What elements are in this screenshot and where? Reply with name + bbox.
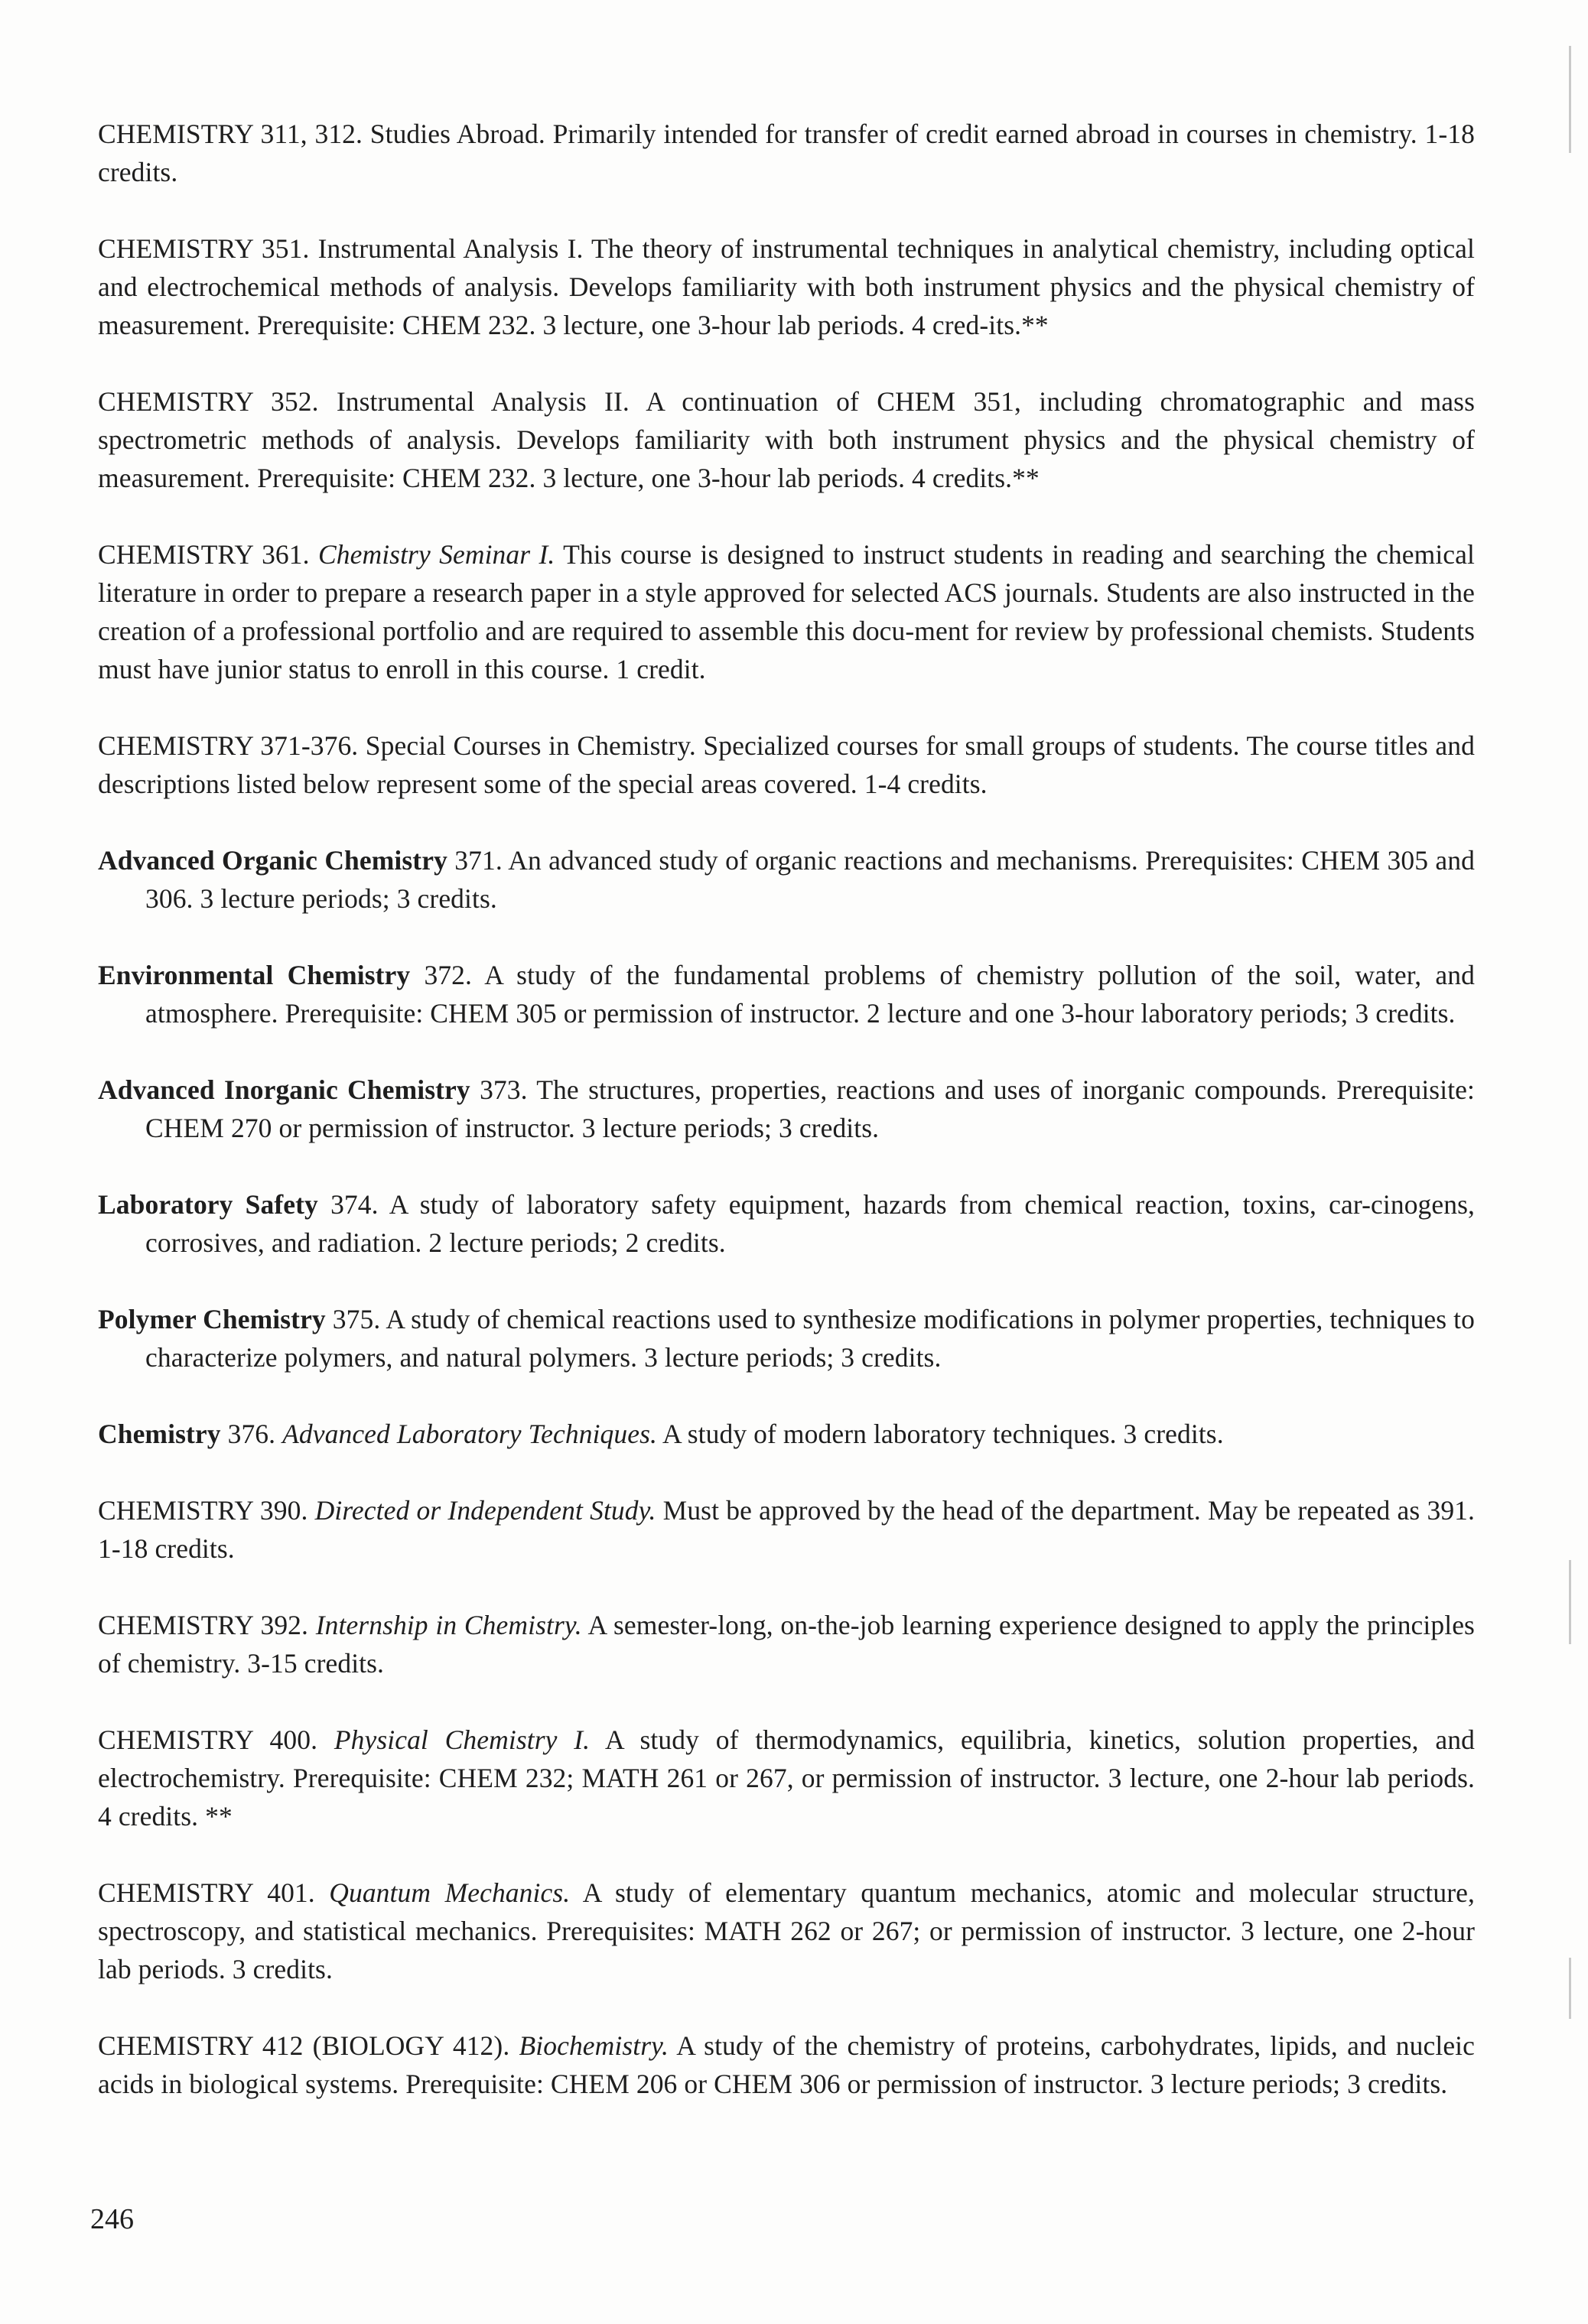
special-course-374 [98, 1185, 1475, 1262]
course-code: CHEMISTRY 401. [98, 1877, 315, 1908]
course-description: A study of thermodynamics, equilibria, kinetics, solution properties, and electrochemistry. Prerequisite: CHEM 232; MATH 261 or 267, or permission of instructor. 3 lecture, one 2-hour lab periods. 4 credits. ** [98, 1724, 1475, 1832]
course-title: Instrumental Analysis II. [336, 386, 630, 417]
special-course-number: 375. [332, 1304, 381, 1334]
course-entry-400 [98, 1721, 1475, 1835]
special-course-title: Laboratory Safety [98, 1189, 318, 1220]
special-course-372 [98, 956, 1475, 1032]
special-course-371 [98, 841, 1475, 918]
special-course-description: An advanced study of organic reactions and mechanisms. Prerequisites: CHEM 305 and 306. 3 lecture periods; 3 credits. [145, 845, 1475, 914]
special-course-title: Advanced Inorganic Chemistry [98, 1074, 470, 1105]
course-description: Specialized courses for small groups of students. The course titles and descriptions listed below represent some of the special areas covered. 1-4 credits. [98, 730, 1475, 799]
course-entry-412 [98, 2027, 1475, 2103]
course-entry-390 [98, 1491, 1475, 1568]
scan-edge-mark [1569, 46, 1571, 153]
special-course-title: Advanced Organic Chemistry [98, 845, 447, 876]
special-course-description: A study of modern laboratory techniques. 3 credits. [662, 1419, 1224, 1449]
special-course-number: 372. [424, 960, 472, 990]
course-description: Must be approved by the head of the department. May be repeated as 391. 1-18 credits. [98, 1495, 1476, 1564]
scan-edge-mark [1569, 1958, 1571, 2019]
course-entry-352 [98, 382, 1475, 497]
course-entry-311-312 [98, 115, 1475, 191]
special-course-number: 374. [330, 1189, 379, 1220]
special-course-description: A study of laboratory safety equipment, hazards from chemical reaction, toxins, car-cinogens, corrosives, and radiation. 2 lecture periods; 2 credits. [145, 1189, 1475, 1258]
course-description: The theory of instrumental techniques in analytical chemistry, including optical and electrochemical methods of analysis. Develops familiarity with both instrument physics and the physical chemistry of measurement. Prerequisite: CHEM 232. 3 lecture, one 3-hour lab periods. 4 cred-its.** [98, 233, 1475, 340]
special-course-number: 373. [480, 1074, 528, 1105]
course-description: A study of the chemistry of proteins, carbohydrates, lipids, and nucleic acids in biological systems. Prerequisite: CHEM 206 or CHEM 306 or permission of instructor. 3 lecture periods; 3 credits. [98, 2030, 1475, 2099]
course-code: CHEMISTRY 371-376. [98, 730, 359, 761]
course-code: CHEMISTRY 400. [98, 1724, 318, 1755]
special-course-373 [98, 1071, 1475, 1147]
course-entry-392 [98, 1606, 1475, 1682]
course-entry-351 [98, 229, 1475, 344]
special-course-title: Chemistry [98, 1419, 221, 1449]
scan-edge-mark [1569, 1560, 1571, 1644]
course-description: Primarily intended for transfer of credit earned abroad in courses in chemistry. 1-18 credits. [98, 119, 1475, 187]
course-title: Chemistry Seminar I. [317, 539, 555, 570]
course-title: Studies Abroad. [369, 119, 545, 149]
course-description: A continuation of CHEM 351, including chromatographic and mass spectrometric methods of analysis. Develops familiarity with both instrument physics and the physical chemistry of measurement. Prerequisite: CHEM 232. 3 lecture, one 3-hour lab periods. 4 credits.** [98, 386, 1475, 493]
special-course-376 [98, 1415, 1475, 1453]
course-title: Directed or Independent Study. [314, 1495, 656, 1526]
course-code: CHEMISTRY 392. [98, 1610, 308, 1640]
course-title: Special Courses in Chemistry. [365, 730, 696, 761]
course-description: A semester-long, on-the-job learning experience designed to apply the principles of chemistry. 3-15 credits. [98, 1610, 1475, 1679]
special-course-description: The structures, properties, reactions and uses of inorganic compounds. Prerequisite: CHEM 270 or permission of instructor. 3 lecture periods; 3 credits. [145, 1074, 1475, 1143]
course-title: Biochemistry. [519, 2030, 669, 2061]
course-description: A study of elementary quantum mechanics, atomic and molecular structure, spectroscopy, and statistical mechanics. Prerequisites: MATH 262 or 267; or permission of instructor. 3 lecture, one 2-hour lab periods. 3 credits. [98, 1877, 1475, 1984]
course-code: CHEMISTRY 361. [98, 539, 310, 570]
course-entry-371-376 [98, 726, 1475, 803]
course-code: CHEMISTRY 311, 312. [98, 119, 363, 149]
special-course-number: 371. [454, 845, 503, 876]
special-course-italic-title: Advanced Laboratory Techniques. [282, 1419, 657, 1449]
course-description: This course is designed to instruct students in reading and searching the chemical literature in order to prepare a research paper in a style approved for selected ACS journals. Students are also instructed in the creation of a professional portfolio and are required to assemble this docu-ment for review by professional chemists. Students must have junior status to enroll in this course. 1 credit. [98, 539, 1475, 684]
course-title: Internship in Chemistry. [315, 1610, 582, 1640]
course-title: Physical Chemistry I. [334, 1724, 591, 1755]
course-title: Instrumental Analysis I. [317, 233, 584, 264]
course-title: Quantum Mechanics. [329, 1877, 571, 1908]
course-code: CHEMISTRY 390. [98, 1495, 308, 1526]
special-course-number: 376. [227, 1419, 276, 1449]
special-course-title: Polymer Chemistry [98, 1304, 326, 1334]
special-course-description: A study of chemical reactions used to synthesize modifications in polymer properties, techniques to characterize polymers, and natural polymers. 3 lecture periods; 3 credits. [145, 1304, 1475, 1373]
course-code: CHEMISTRY 351. [98, 233, 310, 264]
special-course-description: A study of the fundamental problems of chemistry pollution of the soil, water, and atmosphere. Prerequisite: CHEM 305 or permission of instructor. 2 lecture and one 3-hour laboratory periods; 3 credits. [145, 960, 1475, 1029]
course-entry-401 [98, 1874, 1475, 1988]
course-entry-361 [98, 535, 1475, 688]
catalog-page [98, 115, 1475, 2141]
course-code: CHEMISTRY 412 (BIOLOGY 412). [98, 2030, 510, 2061]
special-course-title: Environmental Chemistry [98, 960, 411, 990]
special-course-375 [98, 1300, 1475, 1377]
page-number: 246 [90, 2203, 134, 2235]
course-code: CHEMISTRY 352. [98, 386, 319, 417]
